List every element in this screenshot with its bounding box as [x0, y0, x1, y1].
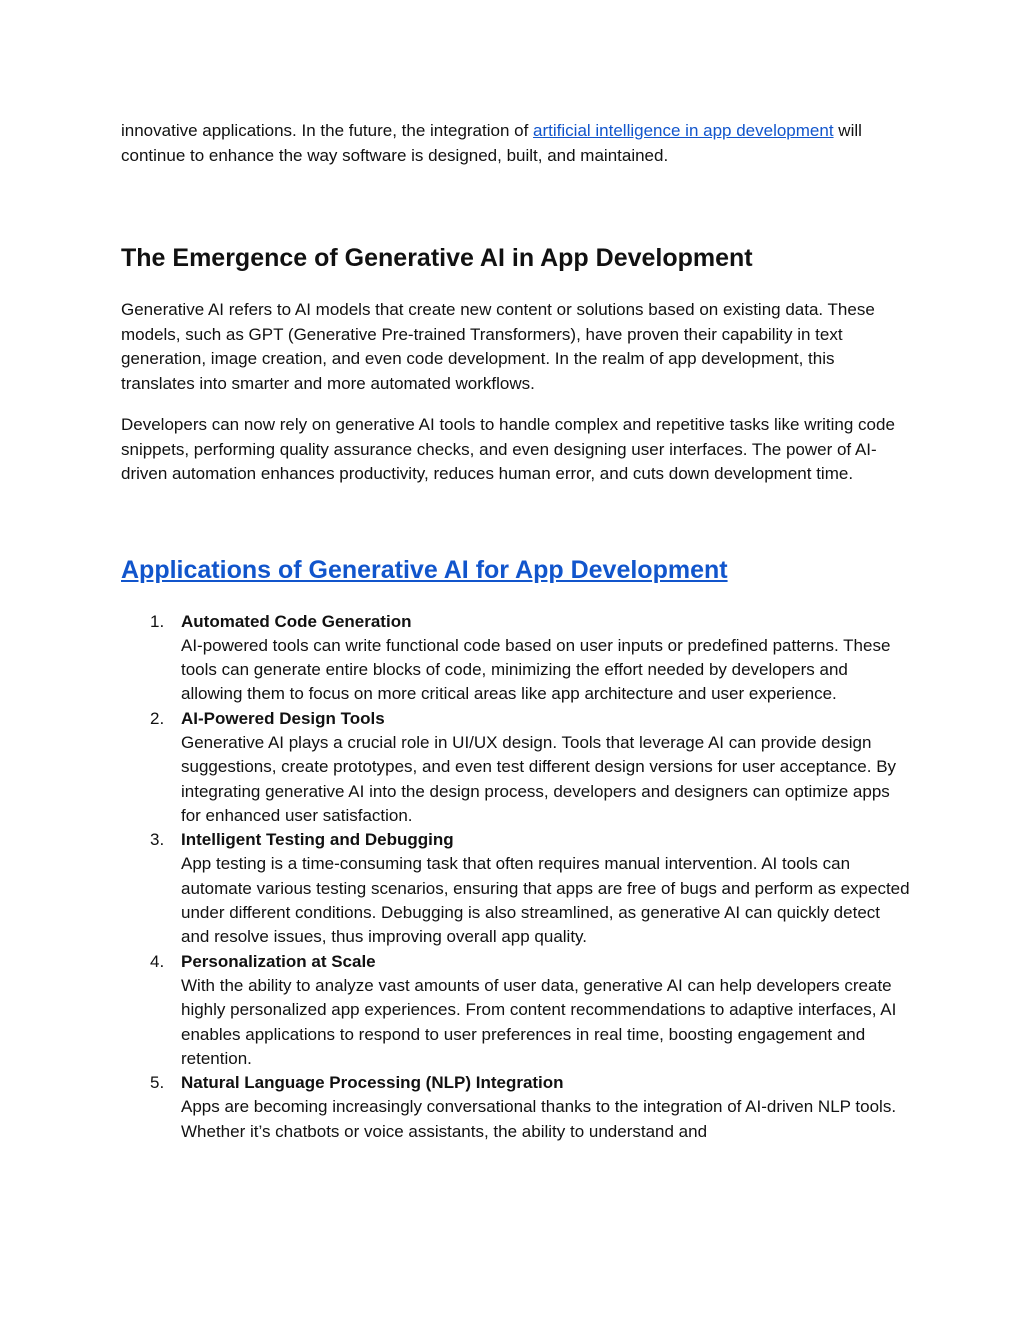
list-item-ai-powered-design-tools	[121, 707, 911, 828]
list-number: 1.	[150, 611, 165, 631]
emergence-heading: The Emergence of Generative AI in App Development	[121, 244, 753, 272]
list-item-nlp-integration	[121, 1071, 911, 1144]
list-item-title: Intelligent Testing and Debugging	[181, 830, 454, 850]
applications-heading-link[interactable]: Applications of Generative AI for App Development	[121, 555, 728, 584]
list-number: 2.	[150, 708, 165, 728]
applications-list	[121, 610, 911, 1145]
list-item-title: Automated Code Generation	[181, 611, 412, 631]
list-item-title: AI-Powered Design Tools	[181, 708, 385, 728]
list-item-intelligent-testing	[121, 828, 911, 949]
intro-paragraph	[121, 119, 911, 168]
list-item-automated-code-generation	[121, 610, 911, 707]
document-page	[121, 119, 911, 1144]
list-number: 3.	[150, 830, 165, 850]
list-number: 4.	[150, 951, 165, 971]
applications-heading	[121, 554, 911, 586]
ai-app-development-link[interactable]: artificial intelligence in app development	[533, 121, 834, 140]
list-item-personalization	[121, 950, 911, 1071]
emergence-paragraph-1: Generative AI refers to AI models that create new content or solutions based on existing data. These models, such as GPT (Generative Pre-trained Transformers), have proven their capability in text generation, image creation, and even code development. In the realm of app development, this translates into smarter and more automated workflows.	[121, 300, 875, 393]
list-item-title: Personalization at Scale	[181, 951, 376, 971]
intro-text-before: innovative applications. In the future, the integration of	[121, 121, 534, 140]
emergence-paragraph-2: Developers can now rely on generative AI tools to handle complex and repetitive tasks like writing code snippets, performing quality assurance checks, and even designing user interfaces. The power of AI-driven automation enhances productivity, reduces human error, and cuts down development time.	[121, 415, 895, 483]
list-number: 5.	[150, 1073, 165, 1093]
list-item-title: Natural Language Processing (NLP) Integration	[181, 1073, 564, 1093]
list-item-body: App testing is a time-consuming task that often requires manual intervention. AI tools can automate various testing scenarios, ensuring that apps are free of bugs and perform as expected under different conditions. Debugging is also streamlined, as generative AI can quickly detect and resolve issues, thus improving overall app quality.	[181, 854, 910, 947]
list-item-body: Generative AI plays a crucial role in UI/UX design. Tools that leverage AI can provide design suggestions, create prototypes, and even test different design versions for user acceptance. By integrating generative AI into the design process, developers and designers can optimize apps for enhanced user satisfaction.	[181, 732, 897, 825]
intro-text-after: will continue to enhance the way software is designed, built, and maintained.	[121, 121, 862, 165]
list-item-body: With the ability to analyze vast amounts of user data, generative AI can help developers create highly personalized app experiences. From content recommendations to adaptive interfaces, AI enables applications to respond to user preferences in real time, boosting engagement and retention.	[181, 975, 897, 1068]
list-item-body: Apps are becoming increasingly conversational thanks to the integration of AI-driven NLP tools. Whether it’s chatbots or voice assistants, the ability to understand and	[181, 1097, 897, 1141]
list-item-body: AI-powered tools can write functional code based on user inputs or predefined patterns. These tools can generate entire blocks of code, minimizing the effort needed by developers and allowing them to focus on more critical areas like app architecture and user experience.	[181, 635, 891, 704]
